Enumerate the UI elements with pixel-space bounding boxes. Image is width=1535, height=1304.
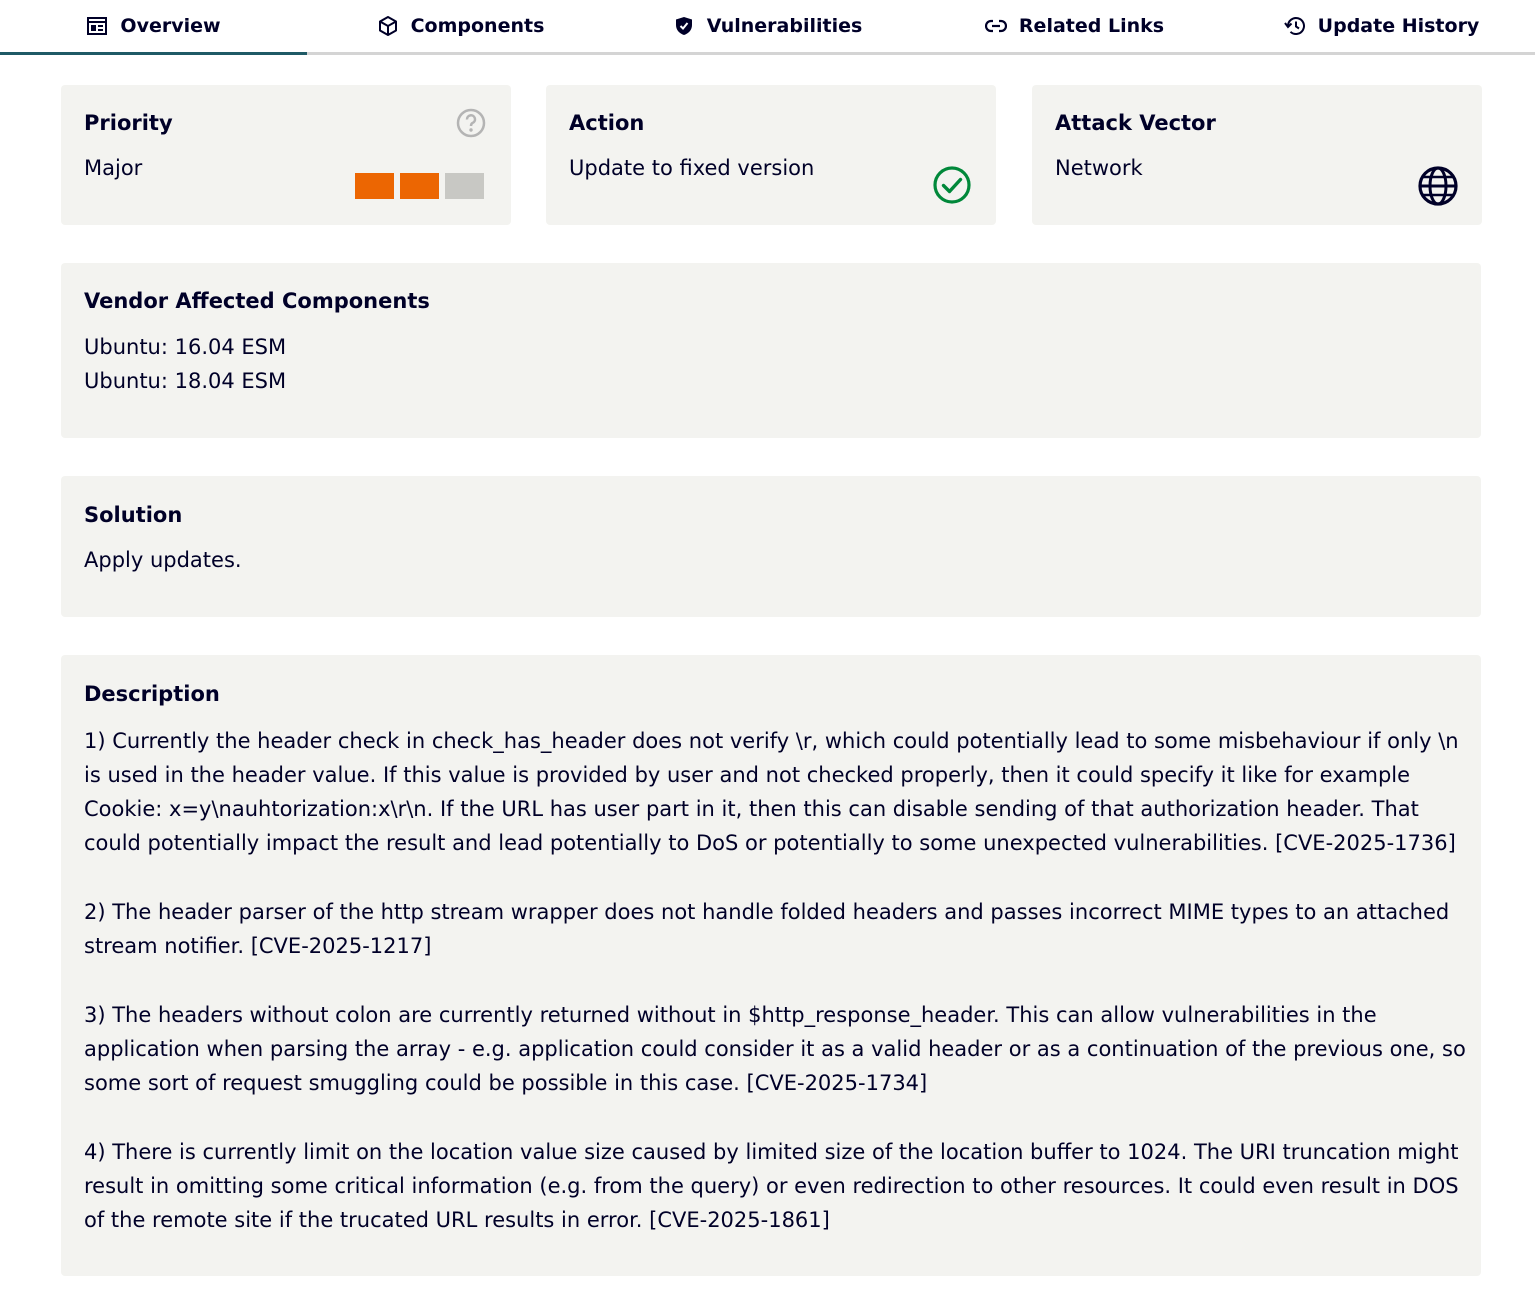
tab-overview[interactable] [0,0,307,52]
attack-vector-title: Attack Vector [1055,111,1216,135]
description-title: Description [84,682,220,706]
vendor-component-item: Ubuntu: 18.04 ESM [84,369,287,393]
check-circle-icon [932,165,972,205]
action-card [546,85,996,225]
vendor-components-title: Vendor Affected Components [84,289,430,313]
priority-title: Priority [84,111,173,135]
tab-vulnerabilities[interactable] [614,0,921,52]
tab-update-history-label: Update History [1317,15,1480,37]
description-paragraph: 4) There is currently limit on the location value size caused by limited size of the location buffer to 1024. The URI truncation might result in omitting some critical information (e.g. from the query) or even redirection to other resources. It could even result in DOS of the remote site if the trucated URL results in error. [CVE-2025-1861] [84,1140,1459,1232]
attack-vector-value: Network [1055,156,1143,180]
overview-icon [86,15,108,37]
description-card [61,655,1481,1276]
help-icon[interactable] [456,108,486,138]
link-icon [985,15,1007,37]
history-icon [1284,15,1306,37]
tab-components[interactable] [307,0,614,52]
tab-vulnerabilities-label: Vulnerabilities [706,15,863,37]
description-paragraph: 3) The headers without colon are currently returned without in $http_response_header. This can allow vulnerabilities in the application when parsing the array - e.g. application could consider it as a valid header or as a continuation of the previous one, so some sort of request smuggling could be possible in this case. [CVE-2025-1734] [84,1003,1466,1095]
tab-components-label: Components [410,15,545,37]
priority-value: Major [84,156,143,180]
solution-card [61,476,1481,617]
tab-overview-label: Overview [120,15,221,37]
priority-block-empty [445,173,484,199]
tab-update-history[interactable] [1228,0,1535,52]
cube-icon [377,15,399,37]
description-paragraph: 2) The header parser of the http stream wrapper does not handle folded headers and passes incorrect MIME types to an attached stream notifier. [CVE-2025-1217] [84,900,1450,958]
action-value: Update to fixed version [569,156,815,180]
description-paragraph: 1) Currently the header check in check_has_header does not verify \r, which could potentially lead to some misbehaviour if only \n is used in the header value. If this value is provided by user and not checked properly, then it could specify it like for example Cookie: x=y\nauhtorization:x\r\n. If the URL has user part in it, then this can disable sending of that authorization header. That could potentially impact the result and lead potentially to DoS or potentially to some unexpected vulnerabilities. [CVE-2025-1736] [84,729,1459,855]
tab-related-links-label: Related Links [1018,15,1165,37]
priority-block-filled [355,173,394,199]
priority-card [61,85,511,225]
priority-block-filled [400,173,439,199]
solution-value: Apply updates. [84,548,242,572]
globe-icon [1417,165,1459,207]
vendor-components-card [61,263,1481,438]
vendor-component-item: Ubuntu: 16.04 ESM [84,335,287,359]
solution-title: Solution [84,503,183,527]
attack-vector-card [1032,85,1482,225]
active-tab-indicator [0,52,307,55]
shield-icon [673,15,695,37]
action-title: Action [569,111,645,135]
tab-bar [0,0,1535,55]
tab-related-links[interactable] [921,0,1228,52]
